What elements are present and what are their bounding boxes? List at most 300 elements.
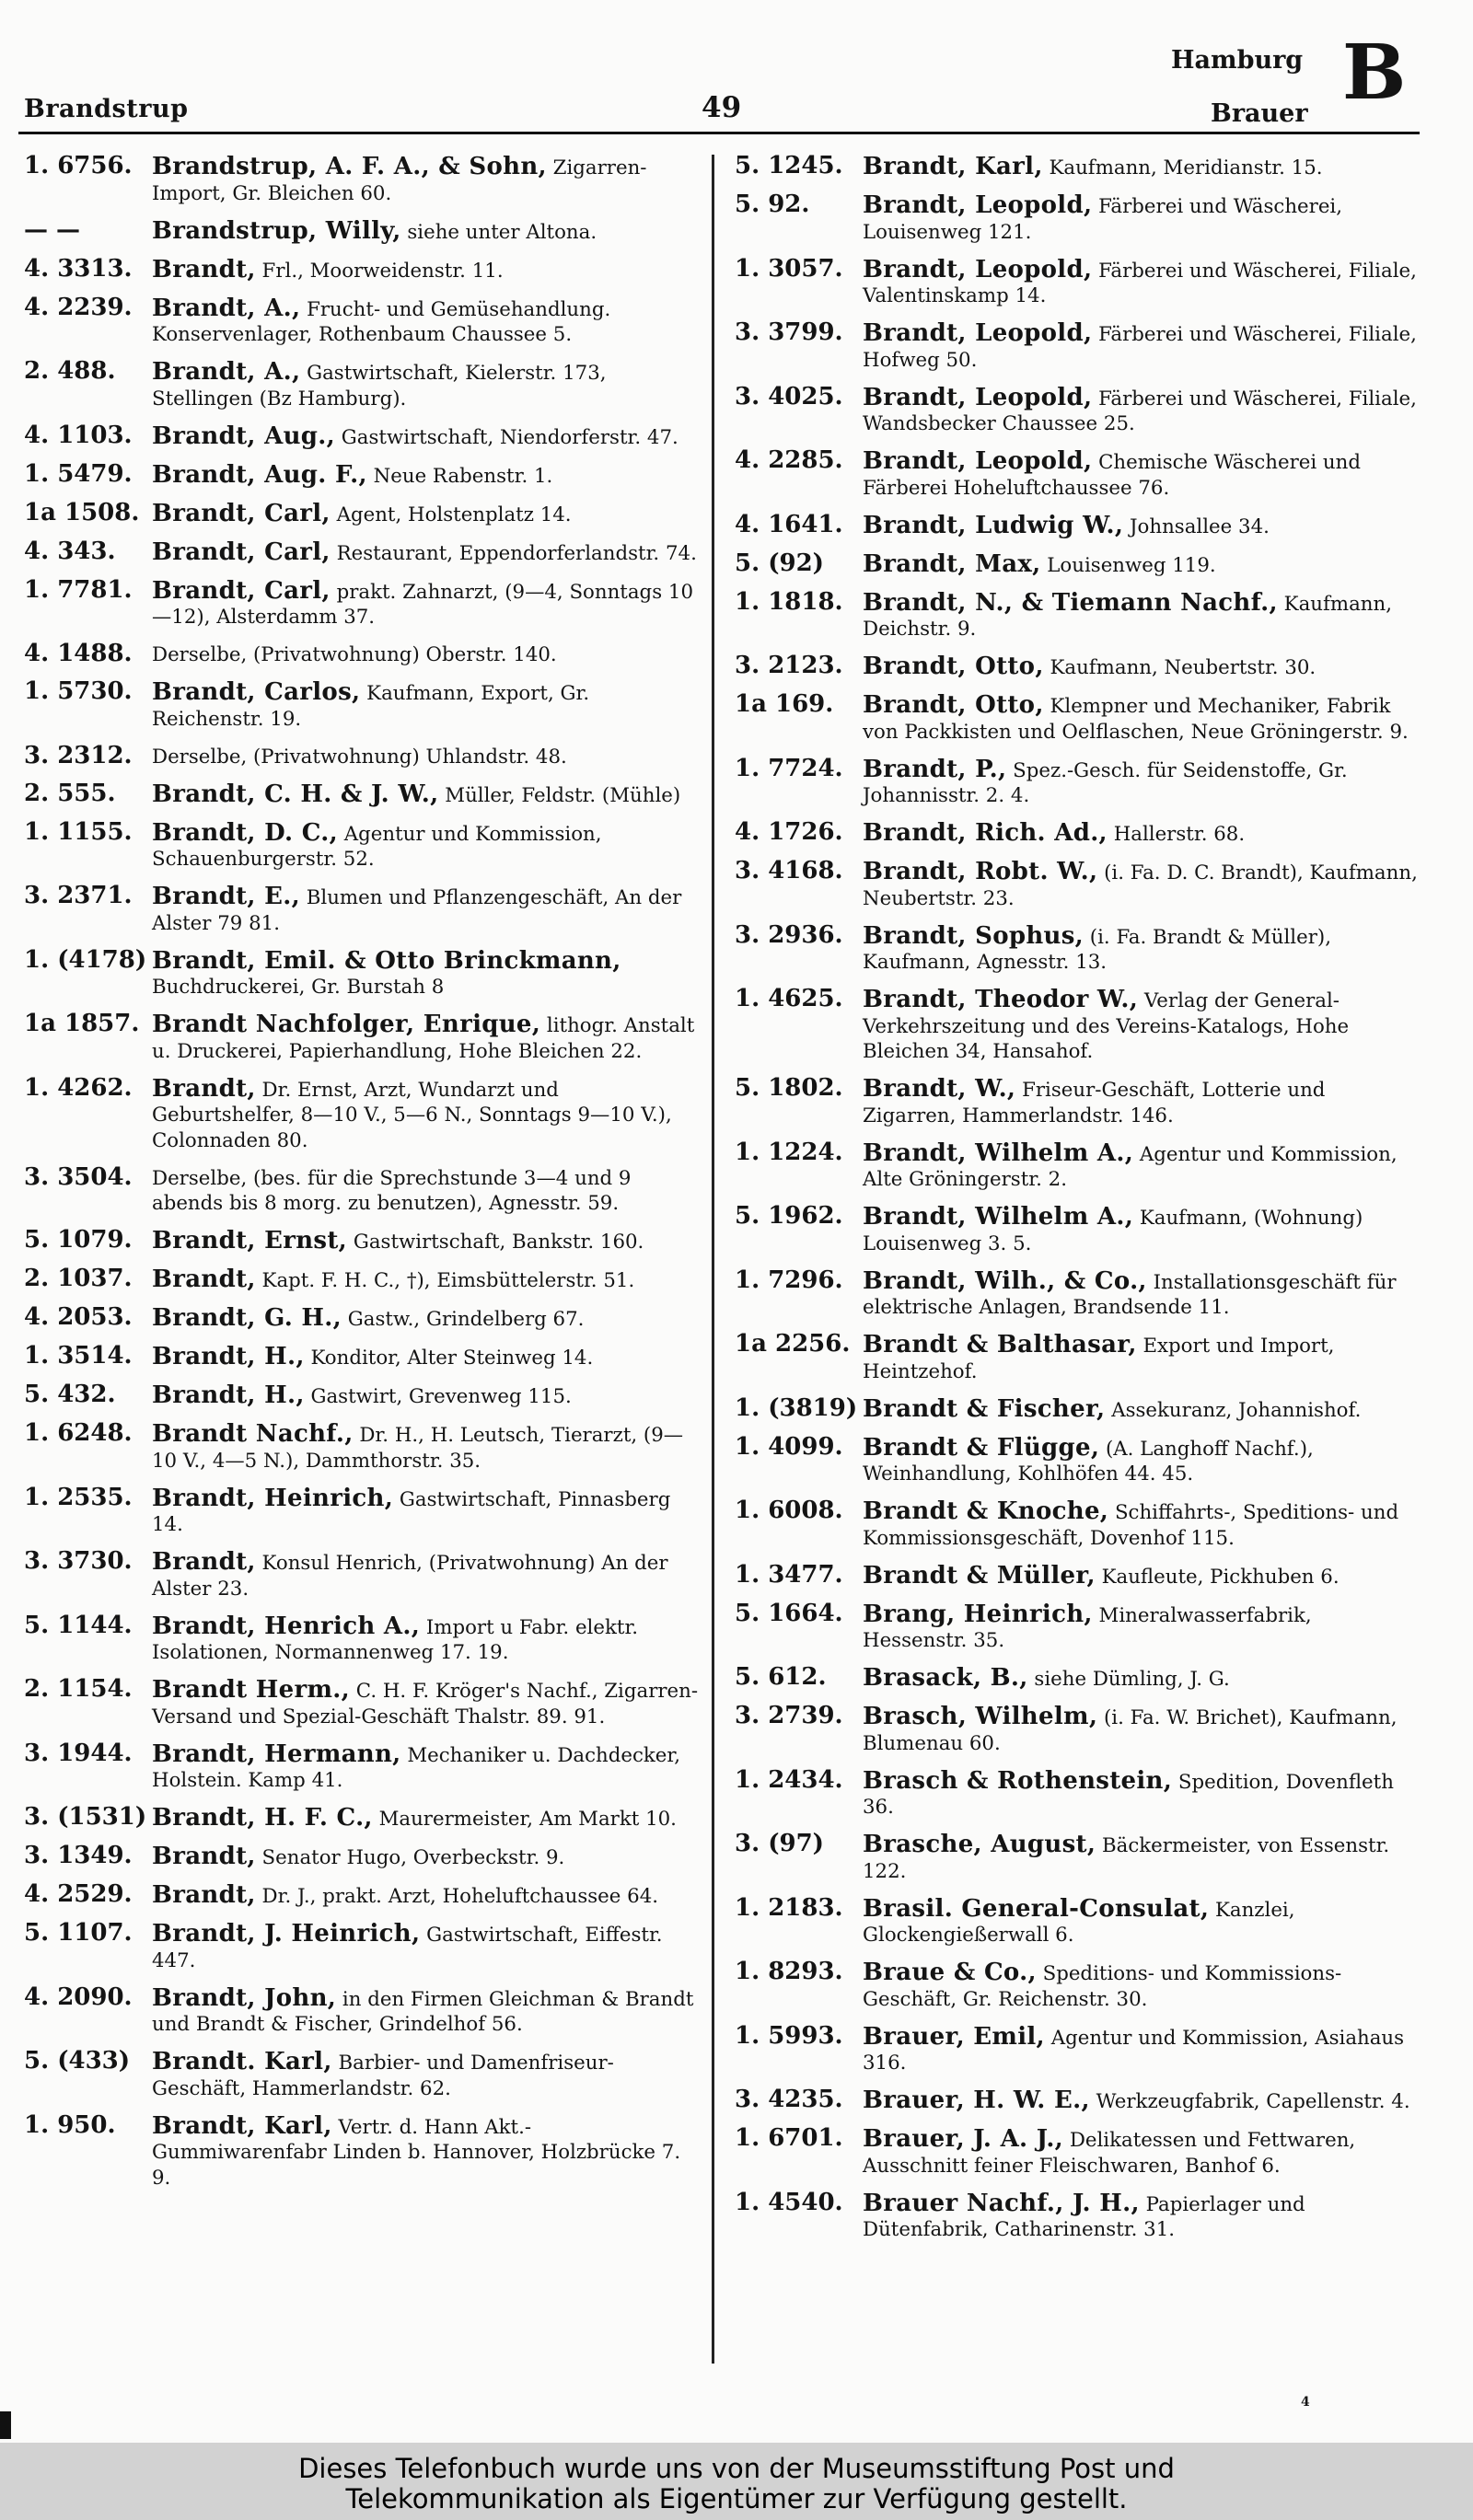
entry-description: Papierlager und Dütenfabrik, Catharinenstr. 31.: [863, 2192, 1305, 2241]
entry-name: Brandt, Carlos,: [152, 678, 361, 706]
entry-name: Brandt, Sophus,: [863, 921, 1084, 950]
entry-description: Dr. Ernst, Arzt, Wundarzt und Geburtshelfer, 8—10 V., 5—6 N., Sonntags 9—10 V.), Colonnaden 80.: [152, 1078, 672, 1152]
directory-entry: [20, 1880, 700, 1910]
entry-name: Brandt, Theodor W.,: [863, 986, 1139, 1013]
directory-entry: [731, 1765, 1420, 1821]
entry-description: Färberei und Wäscherei, Filiale, Hofweg 50.: [863, 323, 1417, 372]
phone-number: 4. 3313.: [24, 254, 133, 283]
entry-description: in den Firmen Gleichman & Brandt und Brandt & Fischer, Grindelhof 56.: [152, 1987, 694, 2036]
entry-description: Schiffahrts-, Speditions- und Kommissionsgeschäft, Dovenhof 115.: [863, 1501, 1399, 1550]
entry-description: Gastwirt, Grevenweg 115.: [310, 1385, 572, 1408]
phone-number: 3. 3504.: [24, 1162, 133, 1191]
directory-entry: [20, 1073, 700, 1154]
entry-description: Konditor, Alter Steinweg 14.: [310, 1347, 594, 1370]
directory-entry: [731, 1393, 1420, 1424]
entry-name: Brandt, Wilhelm A.,: [863, 1203, 1134, 1231]
phone-number: 3. (97): [735, 1830, 824, 1857]
entry-name: Brandt, D. C.,: [152, 818, 338, 847]
phone-number: 3. 2312.: [24, 741, 133, 769]
entry-name: Brandt, Otto,: [863, 653, 1044, 680]
directory-entry: [20, 421, 700, 451]
entry-name: Brandt, Wilh., & Co.,: [863, 1266, 1147, 1295]
phone-number: 1. 2535.: [24, 1483, 133, 1511]
entry-description: Assekuranz, Johannishof.: [1111, 1398, 1362, 1422]
scan-mark: [0, 2411, 11, 2439]
directory-entry: [731, 1138, 1420, 1193]
entry-description: Spedition, Dovenfleth 36.: [863, 1770, 1394, 1819]
entry-name: Brandt, Aug.,: [152, 422, 335, 450]
entry-name: Brandt,: [152, 1548, 256, 1576]
entry-description: (i. Fa. W. Brichet), Kaufmann, Blumenau 60.: [863, 1706, 1398, 1755]
entry-description: Gastwirtschaft, Eiffestr. 447.: [152, 1924, 663, 1972]
directory-entry: [731, 1832, 1420, 1884]
directory-entry: [20, 1267, 700, 1294]
entry-name: Brang, Heinrich,: [863, 1600, 1093, 1628]
entry-name: Brandt & Fischer,: [863, 1394, 1106, 1423]
entry-name: Brandt, J. Heinrich,: [152, 1920, 421, 1948]
entry-description: Spez.-Gesch. für Seidenstoffe, Gr. Johannisstr. 2. 4.: [863, 758, 1348, 807]
phone-number: 3. 3799.: [735, 318, 843, 346]
header-rule: [18, 132, 1420, 134]
column-divider: [712, 155, 714, 2364]
entry-name: Brasil. General-Consulat,: [863, 1894, 1210, 1923]
entry-description: Blumen und Pflanzengeschäft, An der Alster 79 81.: [152, 886, 682, 935]
directory-entry: [20, 1342, 700, 1371]
entry-description: Frucht- und Gemüsehandlung. Konservenlager, Rothenbaum Chaussee 5.: [152, 297, 611, 346]
entry-name: Brandt, Robt. W.,: [863, 858, 1098, 885]
phone-number: 4. 1103.: [24, 421, 133, 449]
phone-number: 1. 3057.: [735, 254, 843, 283]
entry-description: prakt. Zahnarzt, (9—4, Sonntags 10—12), Alsterdamm 37.: [152, 580, 693, 629]
entry-description: Mechaniker u. Dachdecker, Holstein. Kamp 41.: [152, 1743, 681, 1792]
entry-name: Brandt, Leopold,: [863, 319, 1093, 347]
directory-entry: [20, 1483, 700, 1538]
phone-number: 3. 3730.: [24, 1547, 133, 1575]
header-city: Hamburg: [1171, 46, 1304, 75]
directory-entry: [20, 1611, 700, 1666]
directory-entry: [20, 1919, 700, 1973]
directory-entry: [731, 1499, 1420, 1551]
phone-number: 3. 2123.: [735, 652, 843, 679]
entry-name: Brandt, Carl,: [152, 576, 331, 605]
phone-number: 1. 1818.: [735, 587, 843, 616]
phone-number: 1. 7781.: [24, 575, 133, 604]
entry-name: Brandt, H.,: [152, 1381, 305, 1409]
phone-number: 4. 1641.: [735, 510, 843, 538]
phone-number: 1. 7724.: [735, 754, 843, 782]
directory-entry: [731, 254, 1420, 309]
entry-name: Brandt,: [152, 1881, 256, 1909]
phone-number: 1. 4540.: [735, 2188, 843, 2216]
phone-number: 1. 2434.: [735, 1765, 843, 1794]
entry-description: Agent, Holstenplatz 14.: [336, 503, 572, 526]
entry-description: Import u Fabr. elektr. Isolationen, Normannenweg 17. 19.: [152, 1615, 639, 1664]
entry-name: Brandt, Wilhelm A.,: [863, 1139, 1134, 1167]
phone-number: 1. 1224.: [735, 1138, 843, 1166]
entry-description: (i. Fa. D. C. Brandt), Kaufmann, Neubertstr. 23.: [863, 861, 1418, 910]
entry-name: Brandt, Heinrich,: [152, 1484, 394, 1512]
directory-entry: [20, 945, 700, 1000]
entry-name: Brandt, John,: [152, 1983, 337, 2012]
phone-number: 5. 612.: [735, 1663, 827, 1691]
entry-description: Dr. J., prakt. Arzt, Hoheluftchaussee 64.: [261, 1885, 659, 1908]
header-last-entry: Brauer: [1211, 99, 1308, 128]
directory-entry: [20, 459, 700, 490]
entry-name: Brandt, Emil. & Otto Brinckmann,: [152, 946, 621, 975]
directory-entry: [20, 152, 700, 206]
phone-number: 1a 1857.: [24, 1010, 140, 1037]
directory-entry: [731, 1702, 1420, 1756]
entry-description: Installationsgeschäft für elektrische Anlagen, Brandsende 11.: [863, 1270, 1397, 1319]
phone-number: 1. 3514.: [24, 1342, 133, 1370]
directory-entry: [731, 2088, 1420, 2115]
phone-number: 5. 1962.: [735, 1202, 843, 1230]
phone-number: 4. 1726.: [735, 818, 843, 846]
entry-name: Brandt,: [152, 1074, 256, 1103]
directory-entry: [731, 1663, 1420, 1693]
phone-number: 5. 1802.: [735, 1074, 843, 1102]
entry-name: Brauer, H. W. E.,: [863, 2087, 1090, 2114]
entry-description: Derselbe, (bes. für die Sprechstunde 3—4 und 9 abends bis 8 morg. zu benutzen), Agnesstr. 59.: [152, 1166, 632, 1215]
entry-name: Brandt Nachfolger, Enrique,: [152, 1011, 541, 1038]
directory-entry: [20, 1739, 700, 1794]
entry-description: Kaufmann, Meridianstr. 15.: [1049, 156, 1323, 179]
phone-number: 2. 488.: [24, 357, 116, 385]
entry-description: Speditions- und Kommissions-Geschäft, Gr. Reichenstr. 30.: [863, 1962, 1342, 2011]
phone-number: 3. (1531): [24, 1803, 147, 1831]
directory-entry: [20, 642, 700, 668]
directory-entry: [731, 318, 1420, 373]
entry-description: Gastw., Grindelberg 67.: [347, 1308, 585, 1331]
entry-name: Brandt, G. H.,: [152, 1304, 342, 1332]
phone-number: 3. 2936.: [735, 920, 843, 949]
entry-description: Derselbe, (Privatwohnung) Uhlandstr. 48.: [152, 745, 567, 769]
entry-description: Müller, Feldstr. (Mühle): [445, 783, 681, 807]
phone-number: 3. 1349.: [24, 1842, 133, 1869]
entry-name: Brauer, Emil,: [863, 2022, 1045, 2051]
phone-number: 4. 2285.: [735, 446, 843, 474]
directory-entry: [731, 1960, 1420, 2012]
directory-entry: [20, 741, 700, 770]
ownership-notice-line-2: Telekommunikation als Eigentümer zur Verfügung gestellt.: [345, 2483, 1128, 2514]
directory-entry: [731, 446, 1420, 501]
phone-number: 1. 4625.: [735, 985, 843, 1012]
entry-description: Chemische Wäscherei und Färberei Hoheluftchaussee 76.: [863, 451, 1362, 500]
entry-description: siehe Dümling, J. G.: [1034, 1668, 1230, 1691]
phone-number: — —: [24, 215, 81, 244]
entry-description: Gastwirtschaft, Pinnasberg 14.: [152, 1487, 671, 1536]
entry-description: Kapt. F. H. C., †), Eimsbüttelerstr. 51.: [261, 1269, 635, 1292]
entry-name: Brandt Herm.,: [152, 1676, 350, 1704]
phone-number: 1. 3477.: [735, 1560, 843, 1589]
phone-number: 4. 1488.: [24, 640, 133, 667]
directory-entry: [20, 1675, 700, 1729]
entry-description: Gastwirtschaft, Kielerstr. 173, Stellingen (Bz Hamburg).: [152, 362, 607, 410]
entry-description: Senator Hugo, Overbeckstr. 9.: [261, 1846, 565, 1869]
directory-entry: [20, 1982, 700, 2038]
entry-description: Zigarren-Import, Gr. Bleichen 60.: [152, 156, 647, 205]
entry-name: Brandt, Carl,: [152, 538, 331, 566]
directory-entry: [731, 2124, 1420, 2179]
directory-entry: [731, 654, 1420, 681]
header-first-entry: Brandstrup: [24, 95, 189, 123]
directory-entry: [731, 1074, 1420, 1128]
entry-name: Brandt,: [152, 1843, 256, 1870]
entry-description: Louisenweg 119.: [1047, 553, 1216, 577]
phone-number: 1. 6756.: [24, 152, 133, 179]
phone-number: 1. 4262.: [24, 1073, 133, 1102]
directory-entry: [20, 357, 700, 411]
entry-name: Brandt, Rich. Ad.,: [863, 819, 1108, 847]
entry-description: Kanzlei, Glockengießerwall 6.: [863, 1898, 1295, 1947]
entry-name: Brandt, Leopold,: [863, 191, 1093, 219]
entry-name: Brandt, H. F. C.,: [152, 1804, 373, 1832]
entry-description: Agentur und Kommission, Schauenburgerstr. 52.: [152, 822, 602, 871]
right-column: [731, 152, 1420, 2255]
entry-name: Brandt, Ludwig W.,: [863, 511, 1124, 539]
entry-name: Brandt, A.,: [152, 294, 301, 322]
entry-description: Kaufmann, Neubertstr. 30.: [1050, 656, 1316, 679]
ownership-notice-text: [0, 2454, 1473, 2514]
directory-entry: [731, 2021, 1420, 2076]
entry-name: Braue & Co.,: [863, 1959, 1037, 1986]
entry-description: Färberei und Wäscherei, Louisenweg 121.: [863, 195, 1343, 244]
entry-description: Gastwirtschaft, Niendorferstr. 47.: [341, 425, 679, 449]
phone-number: 1. 7296.: [735, 1266, 843, 1294]
directory-entry: [20, 498, 700, 528]
phone-number: 3. 4168.: [735, 857, 843, 884]
directory-entry: [20, 537, 700, 567]
entry-description: Dr. H., H. Leutsch, Tierarzt, (9—10 V., 4—5 N.), Dammthorstr. 35.: [152, 1424, 684, 1473]
directory-entry: [20, 779, 700, 809]
phone-number: 1. 5479.: [24, 459, 133, 488]
entry-description: Hallerstr. 68.: [1113, 823, 1246, 846]
directory-entry: [20, 1547, 700, 1601]
entry-description: Kaufmann, Export, Gr. Reichenstr. 19.: [152, 682, 590, 731]
directory-entry: [731, 1560, 1420, 1590]
directory-entry: [731, 857, 1420, 911]
phone-number: 1a 1508.: [24, 498, 140, 526]
entry-description: Vertr. d. Hann Akt.-Gummiwarenfabr Linden b. Hannover, Holzbrücke 7. 9.: [152, 2115, 681, 2190]
entry-description: Export und Import, Heintzehof.: [863, 1335, 1335, 1383]
phone-number: 5. 1079.: [24, 1226, 133, 1254]
directory-entry: [731, 510, 1420, 540]
entry-name: Brandt, P.,: [863, 755, 1007, 783]
phone-number: 2. 1037.: [24, 1265, 133, 1292]
entry-name: Brandt, Hermann,: [152, 1740, 401, 1768]
directory-entry: [20, 575, 700, 630]
entry-name: Brandt, Karl,: [152, 2111, 332, 2140]
entry-description: Konsul Henrich, (Privatwohnung) An der Alster 23.: [152, 1552, 668, 1601]
entry-name: Brandt & Balthasar,: [863, 1331, 1137, 1358]
left-column: [20, 152, 700, 2203]
directory-entry: [20, 884, 700, 936]
phone-number: 1. 5993.: [735, 2021, 843, 2050]
directory-entry: [20, 1303, 700, 1333]
entry-name: Brandt, Aug. F.,: [152, 460, 367, 489]
entry-description: Kaufmann, (Wohnung) Louisenweg 3. 5.: [863, 1207, 1363, 1255]
entry-description: Frl., Moorweidenstr. 11.: [261, 259, 504, 283]
phone-number: 3. 4025.: [735, 382, 843, 410]
entry-description: Maurermeister, Am Markt 10.: [378, 1808, 677, 1831]
directory-entry: [731, 690, 1420, 745]
directory-entry: [731, 1266, 1420, 1321]
entry-description: (i. Fa. Brandt & Müller), Kaufmann, Agnesstr. 13.: [863, 925, 1331, 974]
entry-name: Brandt & Knoche,: [863, 1497, 1109, 1525]
entry-description: siehe unter Altona.: [407, 220, 597, 244]
phone-number: 1. (4178): [24, 945, 147, 974]
directory-entry: [731, 1599, 1420, 1654]
phone-number: 1. 8293.: [735, 1958, 843, 1985]
phone-number: 5. 92.: [735, 191, 810, 218]
directory-entry: [20, 293, 700, 348]
entry-description: Derselbe, (Privatwohnung) Oberstr. 140.: [152, 643, 557, 666]
entry-description: Restaurant, Eppendorferlandstr. 74.: [336, 541, 697, 565]
phone-number: 5. (92): [735, 549, 824, 577]
directory-entry: [731, 152, 1420, 181]
phone-number: 4. 2053.: [24, 1303, 133, 1331]
entry-name: Brasche, August,: [863, 1831, 1096, 1858]
phone-number: 4. 2239.: [24, 293, 133, 321]
phone-number: 1. 4099.: [735, 1432, 843, 1461]
entry-name: Brandt, Max,: [863, 549, 1041, 578]
entry-description: (A. Langhoff Nachf.), Weinhandlung, Kohlhöfen 44. 45.: [863, 1437, 1314, 1485]
directory-entry: [20, 215, 700, 246]
entry-description: Johnsallee 34.: [1130, 514, 1270, 538]
directory-entry: [731, 587, 1420, 642]
entry-description: Färberei und Wäscherei, Filiale, Valentinskamp 14.: [863, 259, 1417, 307]
entry-description: Buchdruckerei, Gr. Burstah 8: [152, 976, 445, 999]
header-letter: B: [1342, 29, 1407, 117]
entry-name: Brandt, A.,: [152, 358, 301, 386]
phone-number: 3. 1944.: [24, 1739, 133, 1767]
entry-description: Agentur und Kommission, Alte Gröningerstr. 2.: [863, 1142, 1398, 1191]
directory-entry: [731, 1202, 1420, 1256]
directory-entry: [20, 677, 700, 732]
directory-entry: [20, 1012, 700, 1064]
entry-name: Brandstrup, A. F. A., & Sohn,: [152, 153, 547, 180]
phone-number: 5. 1144.: [24, 1611, 133, 1639]
ownership-notice-line-1: Dieses Telefonbuch wurde uns von der Museumsstiftung Post und: [298, 2453, 1175, 2484]
entry-name: Brandt, Carl,: [152, 499, 331, 527]
directory-entry: [20, 1419, 700, 1474]
entry-description: Delikatessen und Fettwaren, Ausschnitt feiner Fleischwaren, Banhof 6.: [863, 2129, 1356, 2178]
entry-name: Brandt, W.,: [863, 1075, 1016, 1103]
entry-name: Brauer, J. A. J.,: [863, 2125, 1064, 2153]
phone-number: 3. 2371.: [24, 882, 133, 909]
entry-description: Verlag der General-Verkehrszeitung und des Vereins-Katalogs, Hohe Bleichen 34, Hansahof.: [863, 989, 1350, 1063]
entry-name: Brandt & Müller,: [863, 1561, 1096, 1589]
entry-name: Brandt,: [152, 255, 256, 283]
phone-number: 1. 6248.: [24, 1419, 133, 1447]
phone-number: 5. 1664.: [735, 1599, 843, 1627]
phone-number: 1. 950.: [24, 2110, 116, 2139]
phone-number: 5. (433): [24, 2047, 131, 2075]
directory-entry: [731, 193, 1420, 245]
entry-name: Brandt. Karl,: [152, 2048, 332, 2075]
entry-name: Brandt, Leopold,: [863, 255, 1093, 283]
entry-description: Neue Rabenstr. 1.: [373, 464, 553, 488]
entry-name: Brandstrup, Willy,: [152, 216, 401, 245]
entry-description: Barbier- und Damenfriseur-Geschäft, Hammerlandstr. 62.: [152, 2052, 614, 2100]
ownership-notice: [0, 2443, 1473, 2520]
entry-description: Klempner und Mechaniker, Fabrik von Packkisten und Oelflaschen, Neue Gröningerstr. 9.: [863, 695, 1409, 744]
phone-number: 4. 2090.: [24, 1982, 133, 2011]
directory-entry: [20, 1226, 700, 1255]
phone-number: 1a 169.: [735, 690, 834, 718]
entry-name: Brandt, E.,: [152, 883, 300, 910]
directory-entry: [20, 1803, 700, 1832]
entry-name: Brasch & Rothenstein,: [863, 1766, 1173, 1795]
directory-entry: [731, 754, 1420, 809]
directory-entry: [731, 549, 1420, 579]
entry-name: Brandt, N., & Tiemann Nachf.,: [863, 588, 1278, 617]
entry-name: Brauer Nachf., J. H.,: [863, 2189, 1140, 2217]
phone-number: 1. (3819): [735, 1393, 858, 1422]
directory-entry: [20, 2047, 700, 2101]
phone-number: 4. 2529.: [24, 1880, 133, 1908]
directory-entry: [20, 817, 700, 873]
entry-name: Brandt, Karl,: [863, 153, 1043, 180]
directory-entry: [731, 1432, 1420, 1487]
directory-entry: [731, 920, 1420, 976]
directory-entry: [731, 382, 1420, 437]
entry-description: Kaufleute, Pickhuben 6.: [1101, 1565, 1340, 1589]
entry-name: Brasack, B.,: [863, 1664, 1028, 1692]
entry-name: Brandt, H.,: [152, 1343, 305, 1370]
phone-number: 5. 1245.: [735, 152, 843, 179]
phone-number: 3. 2739.: [735, 1702, 843, 1729]
directory-entry: [731, 985, 1420, 1065]
phone-number: 1. 2183.: [735, 1893, 843, 1922]
directory-entry: [731, 1330, 1420, 1384]
entry-description: Friseur-Geschäft, Lotterie und Zigarren, Hammerlandstr. 146.: [863, 1079, 1326, 1127]
entry-name: Brandt, Leopold,: [863, 383, 1093, 411]
page-number: 49: [702, 91, 742, 124]
entry-name: Brandt, Otto,: [863, 691, 1044, 719]
phone-number: 5. 1107.: [24, 1919, 133, 1947]
entry-name: Brandt & Flügge,: [863, 1433, 1100, 1462]
entry-name: Brandt, Henrich A.,: [152, 1612, 421, 1640]
phone-number: 2. 555.: [24, 779, 116, 807]
entry-description: Färberei und Wäscherei, Filiale, Wandsbecker Chaussee 25.: [863, 387, 1417, 435]
page-footer-mark: 4: [1301, 2395, 1310, 2410]
phone-number: 1. 1155.: [24, 817, 133, 846]
directory-entry: [731, 2188, 1420, 2243]
directory-entry: [731, 1893, 1420, 1948]
entry-description: Mineralwasserfabrik, Hessenstr. 35.: [863, 1603, 1312, 1652]
entry-name: Brasch, Wilhelm,: [863, 1703, 1098, 1730]
entry-name: Brandt, Leopold,: [863, 447, 1093, 475]
phone-number: 2. 1154.: [24, 1675, 133, 1703]
entry-name: Brandt, C. H. & J. W.,: [152, 780, 439, 808]
directory-entry: [20, 1844, 700, 1871]
directory-entry: [20, 1383, 700, 1410]
directory-entry: [20, 2110, 700, 2191]
phone-number: 5. 432.: [24, 1381, 116, 1408]
phone-number: 1. 6008.: [735, 1497, 843, 1524]
entry-name: Brandt,: [152, 1266, 256, 1293]
entry-description: Gastwirtschaft, Bankstr. 160.: [353, 1231, 644, 1254]
phone-number: 1a 2256.: [735, 1330, 851, 1358]
entry-name: Brandt Nachf.,: [152, 1420, 354, 1448]
phone-number: 3. 4235.: [735, 2086, 843, 2113]
phone-number: 1. 5730.: [24, 677, 133, 705]
directory-entry: [20, 1162, 700, 1217]
directory-entry: [731, 818, 1420, 848]
entry-description: Bäckermeister, von Essenstr. 122.: [863, 1834, 1390, 1883]
phone-number: 1. 6701.: [735, 2124, 843, 2152]
